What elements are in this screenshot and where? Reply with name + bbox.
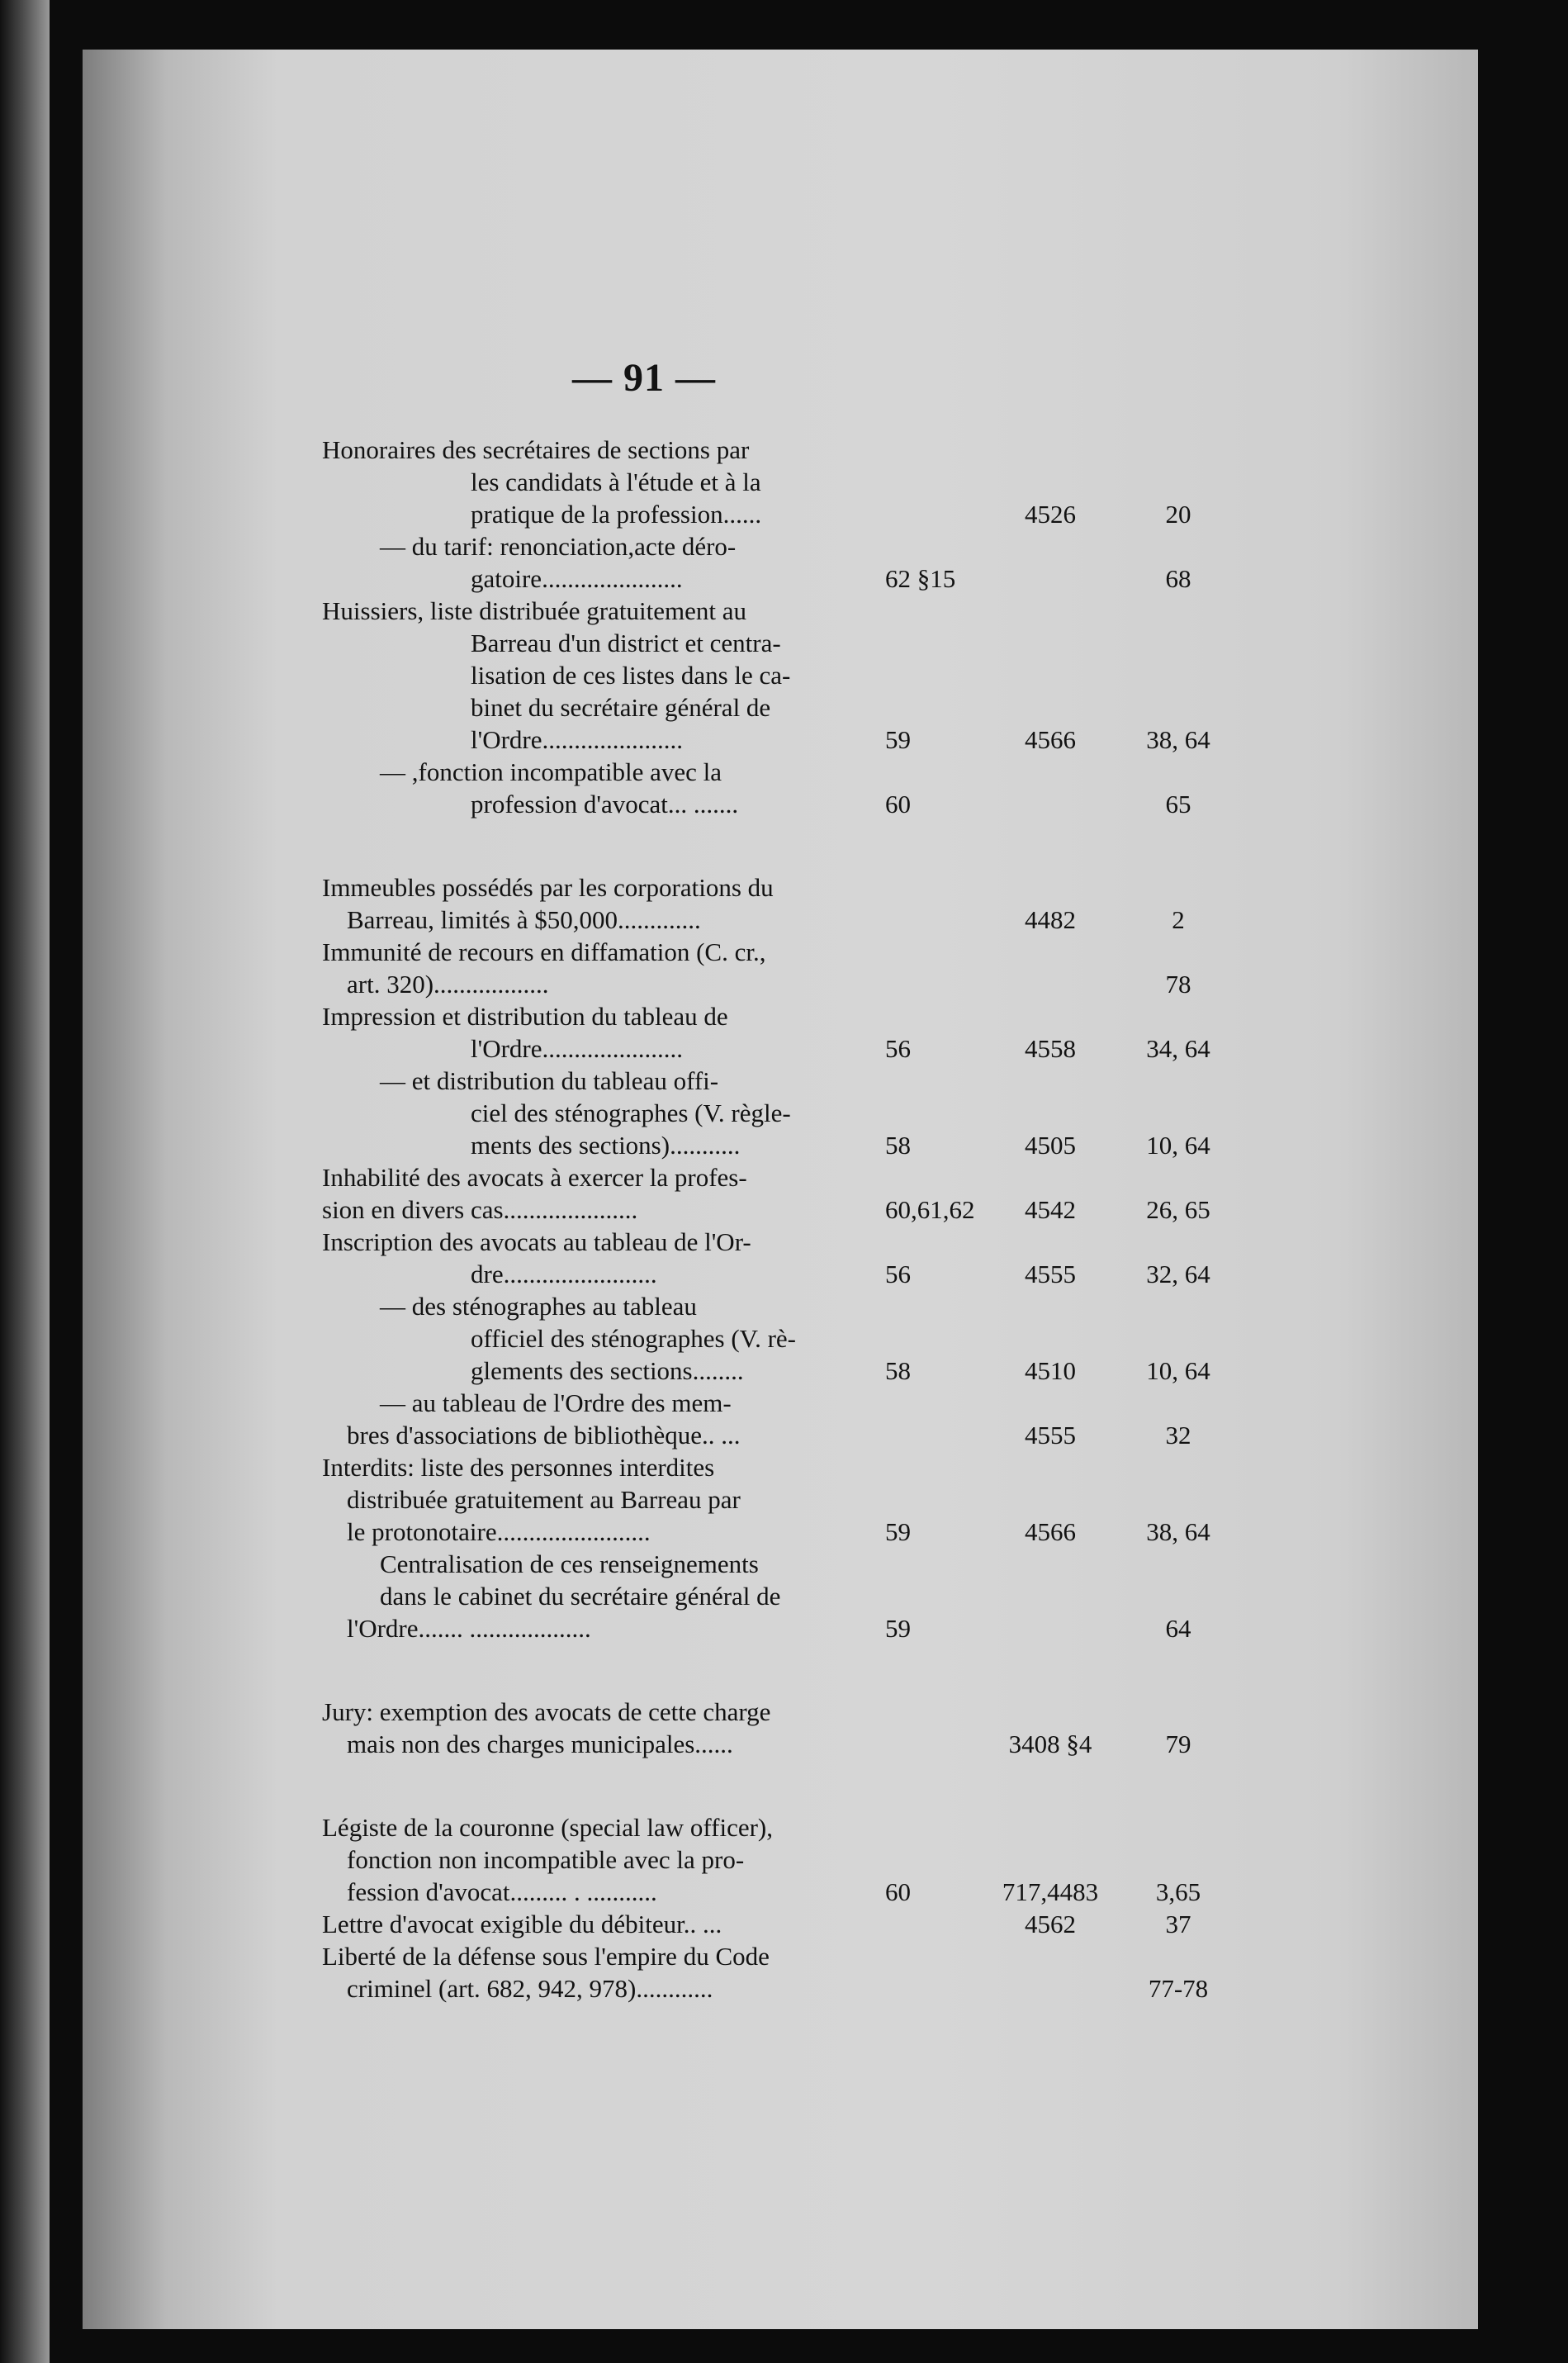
ref-col-2: 4505	[1025, 1131, 1076, 1160]
ref-col-1: 59	[885, 725, 911, 754]
ref-col-1: 58	[885, 1356, 911, 1385]
ref-col-2: 4510	[1025, 1356, 1076, 1385]
entry-line: pratique de la profession......	[471, 500, 762, 529]
ref-col-2: 4555	[1025, 1260, 1076, 1288]
entry-line: Barreau, limités à $50,000.............	[347, 905, 701, 934]
index-entry	[322, 1387, 1255, 1451]
ref-col-2: 4542	[1025, 1195, 1076, 1224]
entry-line: Jury: exemption des avocats de cette charge	[322, 1697, 771, 1726]
index-entry	[322, 1451, 1255, 1548]
index-entry	[322, 1226, 1255, 1290]
entry-line: distribuée gratuitement au Barreau par	[347, 1485, 741, 1514]
scanned-page	[83, 50, 1478, 2329]
index-entry	[322, 1811, 1255, 1908]
ref-col-2: 4566	[1025, 725, 1076, 754]
ref-col-2: 4482	[1025, 905, 1076, 934]
entry-line: — du tarif: renonciation,acte déro-	[380, 532, 737, 561]
index-entry	[322, 1548, 1255, 1644]
ref-col-3: 20	[1165, 500, 1191, 529]
index-entry	[322, 595, 1255, 756]
ref-col-3: 34, 64	[1146, 1034, 1210, 1063]
entry-line: criminel (art. 682, 942, 978)............	[347, 1974, 713, 2003]
index-entry	[322, 1161, 1255, 1226]
entry-line: — des sténographes au tableau	[380, 1292, 697, 1321]
entry-line: — au tableau de l'Ordre des mem-	[380, 1388, 732, 1417]
entry-line: lisation de ces listes dans le ca-	[471, 661, 791, 690]
ref-col-3: 32, 64	[1146, 1260, 1210, 1288]
ref-col-1: 59	[885, 1517, 911, 1546]
entry-line: Liberté de la défense sous l'empire du Code	[322, 1942, 770, 1971]
entry-line: fonction non incompatible avec la pro-	[347, 1845, 745, 1874]
entry-line: sion en divers cas.....................	[322, 1195, 638, 1224]
index-entry	[322, 936, 1255, 1000]
ref-col-3: 64	[1165, 1614, 1191, 1643]
entry-line: Immeubles possédés par les corporations du	[322, 873, 774, 902]
entry-line: gatoire......................	[471, 564, 683, 593]
entry-line: Huissiers, liste distribuée gratuitement au	[322, 596, 746, 625]
entry-line: profession d'avocat... .......	[471, 790, 739, 819]
entry-line: l'Ordre......................	[471, 725, 683, 754]
ref-col-1: 56	[885, 1260, 911, 1288]
index-entry	[322, 434, 1255, 530]
entry-line: Interdits: liste des personnes interdites	[322, 1453, 715, 1482]
ref-col-3: 10, 64	[1146, 1356, 1210, 1385]
ref-col-3: 65	[1165, 790, 1191, 819]
ref-col-2: 4555	[1025, 1421, 1076, 1450]
index-entry	[322, 1940, 1255, 2005]
ref-col-1: 59	[885, 1614, 911, 1643]
index-entry	[322, 1065, 1255, 1161]
entry-line: dans le cabinet du secrétaire général de	[380, 1582, 781, 1611]
ref-col-3: 77-78	[1148, 1974, 1209, 2003]
page-edge-left	[0, 0, 50, 2363]
index-text	[322, 356, 1255, 2005]
entry-line: Immunité de recours en diffamation (C. cr.,	[322, 937, 766, 966]
index-entry	[322, 1908, 1255, 1940]
ref-col-3: 38, 64	[1146, 1517, 1210, 1546]
entry-line: — ,fonction incompatible avec la	[380, 757, 722, 786]
entry-line: Barreau d'un district et centra-	[471, 629, 781, 657]
entry-line: les candidats à l'étude et à la	[471, 467, 761, 496]
ref-col-2: 4562	[1025, 1910, 1076, 1938]
entry-line: fession d'avocat......... . ...........	[347, 1877, 657, 1906]
entry-line: officiel des sténographes (V. rè-	[471, 1324, 796, 1353]
entry-line: Lettre d'avocat exigible du débiteur.. ...	[322, 1910, 722, 1938]
entry-line: Centralisation de ces renseignements	[380, 1549, 759, 1578]
ref-col-3: 37	[1165, 1910, 1191, 1938]
entry-line: l'Ordre....... ...................	[347, 1614, 591, 1643]
index-entry	[322, 756, 1255, 820]
entry-line: Honoraires des secrétaires de sections par	[322, 435, 750, 464]
index-entry	[322, 1000, 1255, 1065]
ref-col-2: 717,4483	[1002, 1877, 1099, 1906]
index-entry	[322, 1290, 1255, 1387]
entry-line: Impression et distribution du tableau de	[322, 1002, 728, 1031]
entry-line: dre........................	[471, 1260, 657, 1288]
ref-col-1: 60	[885, 790, 911, 819]
index-entry	[322, 1696, 1255, 1760]
ref-col-3: 10, 64	[1146, 1131, 1210, 1160]
entry-line: Légiste de la couronne (special law officer),	[322, 1813, 773, 1842]
ref-col-3: 79	[1165, 1730, 1191, 1758]
ref-col-3: 68	[1165, 564, 1191, 593]
ref-col-2: 4558	[1025, 1034, 1076, 1063]
entry-line: l'Ordre......................	[471, 1034, 683, 1063]
ref-col-2: 4526	[1025, 500, 1076, 529]
ref-col-1: 62 §15	[885, 564, 956, 593]
entry-line: — et distribution du tableau offi-	[380, 1066, 719, 1095]
page-number: — 91 —	[572, 356, 716, 400]
ref-col-3: 3,65	[1155, 1877, 1201, 1906]
ref-col-3: 78	[1165, 970, 1191, 999]
ref-col-3: 26, 65	[1146, 1195, 1210, 1224]
entry-line: ciel des sténographes (V. règle-	[471, 1098, 791, 1127]
entry-line: binet du secrétaire général de	[471, 693, 771, 722]
ref-col-3: 32	[1165, 1421, 1191, 1450]
entry-line: bres d'associations de bibliothèque.. ...	[347, 1421, 741, 1450]
ref-col-1: 58	[885, 1131, 911, 1160]
entry-line: ments des sections)...........	[471, 1131, 741, 1160]
ref-col-2: 4566	[1025, 1517, 1076, 1546]
index-entry	[322, 530, 1255, 595]
entry-line: Inscription des avocats au tableau de l'Or-	[322, 1227, 751, 1256]
ref-col-1: 56	[885, 1034, 911, 1063]
ref-col-1: 60	[885, 1877, 911, 1906]
ref-col-2: 3408 §4	[1008, 1730, 1092, 1758]
index-entry	[322, 871, 1255, 936]
entry-line: mais non des charges municipales......	[347, 1730, 733, 1758]
entry-line: glements des sections........	[471, 1356, 744, 1385]
entry-line: le protonotaire........................	[347, 1517, 651, 1546]
entry-line: Inhabilité des avocats à exercer la profes-	[322, 1163, 747, 1192]
ref-col-1: 60,61,62	[885, 1195, 975, 1224]
ref-col-3: 2	[1172, 905, 1185, 934]
entry-line: art. 320)..................	[347, 970, 549, 999]
ref-col-3: 38, 64	[1146, 725, 1210, 754]
